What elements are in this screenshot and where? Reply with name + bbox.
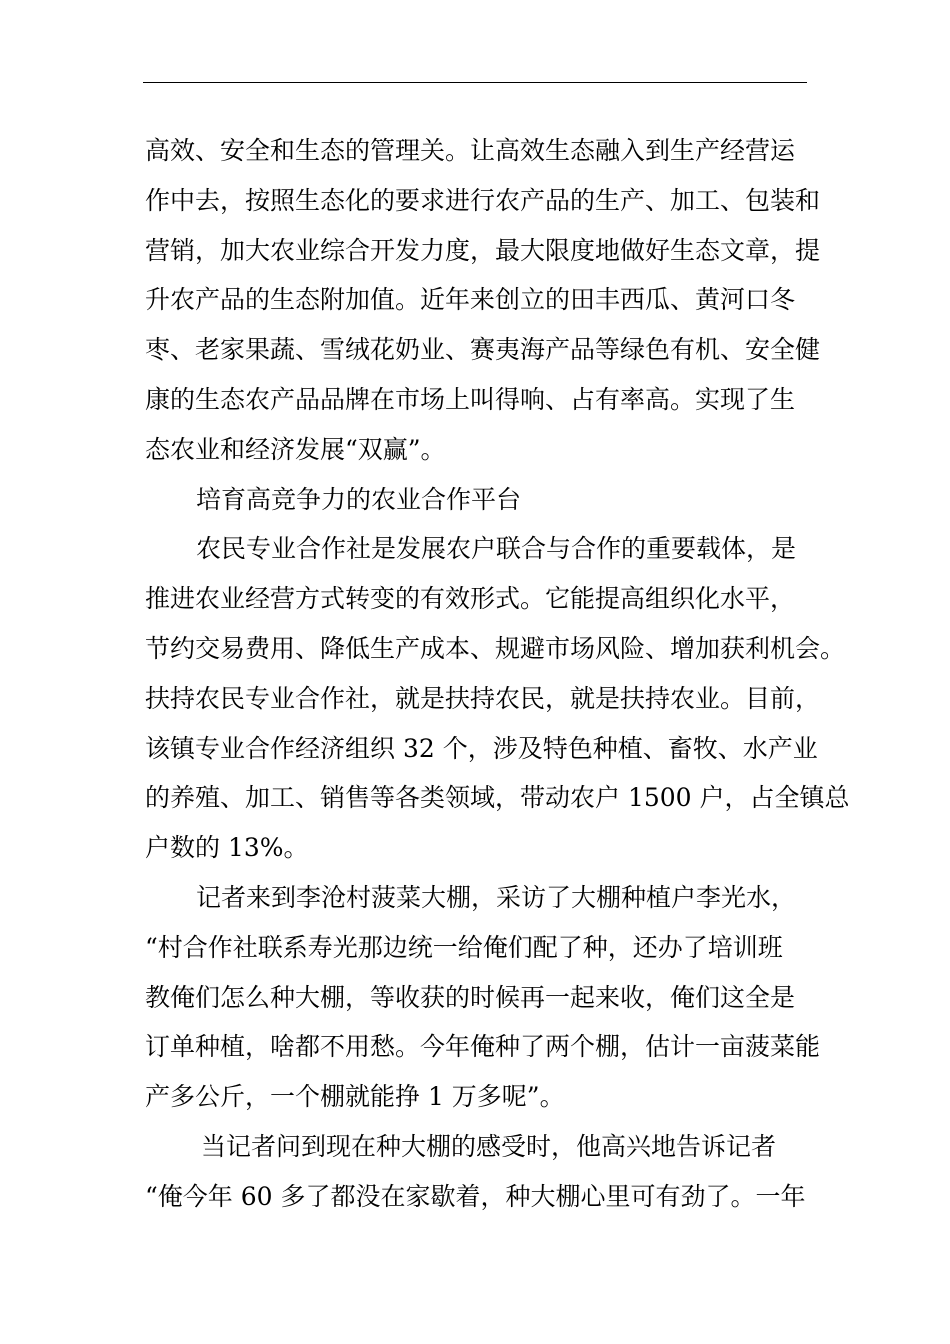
text-line: 态农业和经济发展“双赢”。 — [145, 434, 446, 464]
text-line: 高效、安全和生态的管理关。让高效生态融入到生产经营运 — [145, 136, 796, 165]
text-line: 升农产品的生态附加值。近年来创立的田丰西瓜、黄河口冬 — [145, 285, 796, 315]
text-line: 户数的 13%。 — [145, 833, 309, 863]
text-line: 作中去，按照生态化的要求进行农产品的生产、加工、包装和 — [145, 185, 821, 215]
text-line: 推进农业经营方式转变的有效形式。它能提高组织化水平， — [145, 584, 796, 614]
text-line: 教俺们怎么种大棚，等收获的时候再一起来收，俺们这全是 — [145, 982, 796, 1012]
text-line: 的养殖、加工、销售等各类领域，带动农户 1500 户，占全镇总 — [145, 783, 850, 813]
text-line: 记者来到李沧村菠菜大棚，采访了大棚种植户李光水， — [196, 882, 797, 912]
text-line: 康的生态农产品品牌在市场上叫得响、占有率高。实现了生 — [145, 384, 796, 414]
section-heading: 培育高竞争力的农业合作平台 — [196, 484, 522, 514]
text-line: 产多公斤，一个棚就能挣 1 万多呢”。 — [145, 1082, 565, 1112]
text-line: 节约交易费用、降低生产成本、规避市场风险、增加获利机会。 — [145, 633, 846, 663]
text-line: 扶持农民专业合作社，就是扶持农民，就是扶持农业。目前， — [145, 683, 821, 713]
text-line: 农民专业合作社是发展农户联合与合作的重要载体，是 — [196, 534, 797, 564]
header-rule — [143, 82, 807, 83]
document-body — [145, 126, 850, 1222]
text-line: 该镇专业合作经济组织 32 个，涉及特色种植、畜牧、水产业 — [145, 733, 818, 763]
text-line: 当记者问到现在种大棚的感受时，他高兴地告诉记者 — [201, 1131, 777, 1161]
text-line: “俺今年 60 多了都没在家歇着，种大棚心里可有劲了。一年 — [145, 1181, 806, 1211]
text-line: 营销，加大农业综合开发力度，最大限度地做好生态文章，提 — [145, 235, 821, 265]
text-line: 订单种植，啥都不用愁。今年俺种了两个棚，估计一亩菠菜能 — [145, 1032, 821, 1062]
text-line: “村合作社联系寿光那边统一给俺们配了种，还办了培训班 — [145, 932, 783, 962]
text-line: 枣、老家果蔬、雪绒花奶业、赛夷海产品等绿色有机、安全健 — [145, 335, 821, 365]
